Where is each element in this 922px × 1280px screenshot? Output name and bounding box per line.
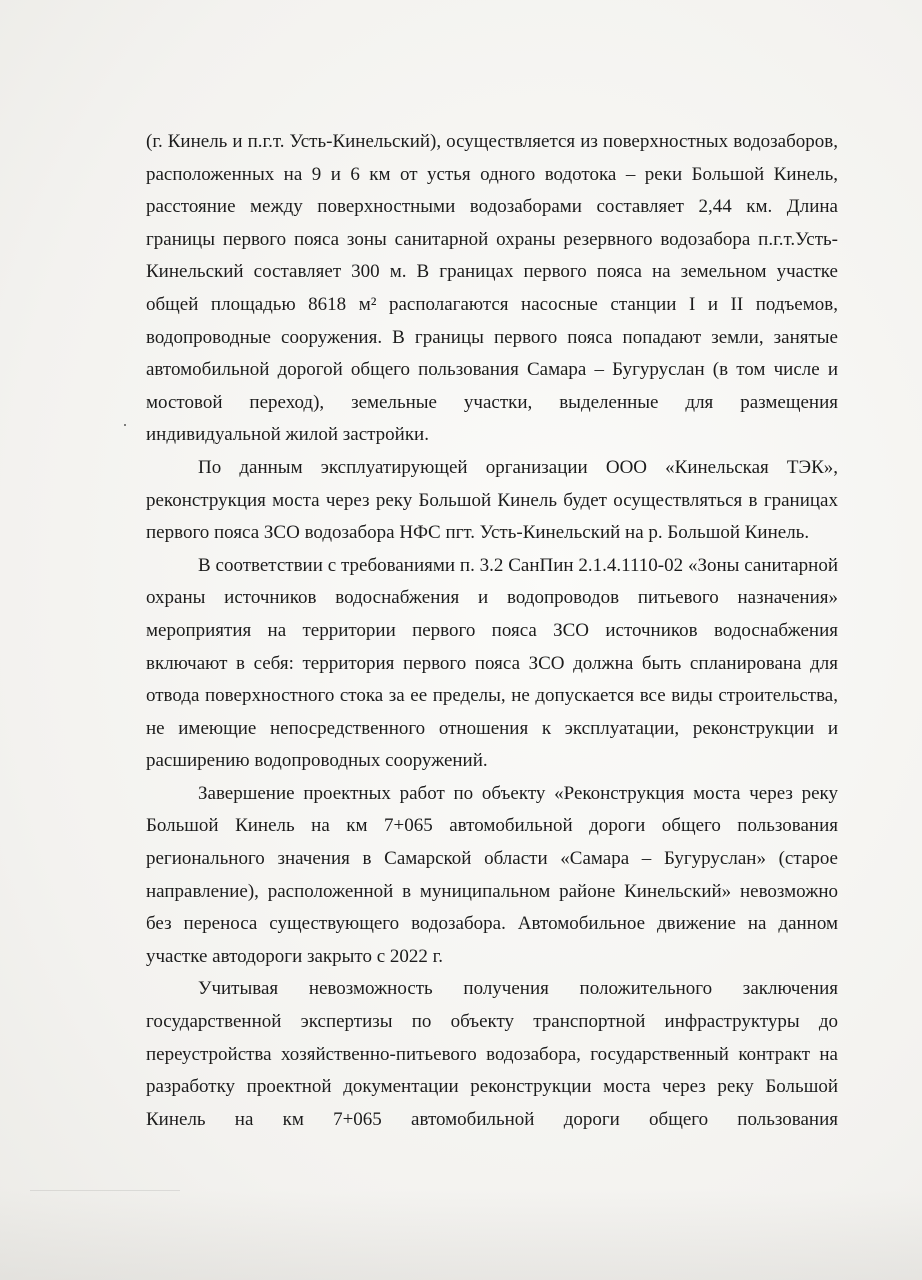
paragraph-3: В соответствии с требованиями п. 3.2 СанПин 2.1.4.1110-02 «Зоны санитарной охраны источников водоснабжения и водопроводов питьевого назначения» мероприятия на территории первого пояса ЗСО источников водоснабжения включают в себя: территория первого пояса ЗСО должна быть спланирована для отвода поверхностного стока за ее пределы, не допускается все виды строительства, не имеющие непосредственного отношения к эксплуатации, реконструкции и расширению водопроводных сооружений. bbox=[146, 554, 838, 772]
paragraph-4: Завершение проектных работ по объекту «Реконструкция моста через реку Большой Кинель на км 7+065 автомобильной дороги общего пользования регионального значения в Самарской области «Самара – Бугуруслан» (старое направление), расположенной в муниципальном районе Кинельский» невозможно без переноса существующего водозабора. Автомобильное движение на данном участке автодороги закрыто с 2022 г. bbox=[146, 782, 838, 967]
paragraph-2: По данным эксплуатирующей организации ООО «Кинельская ТЭК», реконструкция моста через реку Большой Кинель будет осуществляться в границах первого пояса ЗСО водозабора НФС пгт. Усть-Кинельский на р. Большой Кинель. bbox=[146, 456, 838, 544]
document-body bbox=[146, 126, 838, 1136]
scan-speck bbox=[124, 424, 126, 426]
paragraph-1: (г. Кинель и п.г.т. Усть-Кинельский), осуществляется из поверхностных водозаборов, расположенных на 9 и 6 км от устья одного водотока – реки Большой Кинель, расстояние между поверхностными водозаборами составляет 2,44 км. Длина границы первого пояса зоны санитарной охраны резервного водозабора п.г.т.Усть-Кинельский составляет 300 м. В границах первого пояса на земельном участке общей площадью 8618 м² располагаются насосные станции I и II подъемов, водопроводные сооружения. В границы первого пояса попадают земли, занятые автомобильной дорогой общего пользования Самара – Бугуруслан (в том числе и мостовой переход), земельные участки, выделенные для размещения индивидуальной жилой застройки. bbox=[146, 131, 838, 446]
page-shadow bbox=[0, 1190, 922, 1280]
paragraph-5: Учитывая невозможность получения положительного заключения государственной экспертизы по объекту транспортной инфраструктуры до переустройства хозяйственно-питьевого водозабора, государственный контракт на разработку проектной документации реконструкции моста через реку Большой Кинель на км 7+065 автомобильной дороги общего пользования bbox=[146, 978, 838, 1130]
